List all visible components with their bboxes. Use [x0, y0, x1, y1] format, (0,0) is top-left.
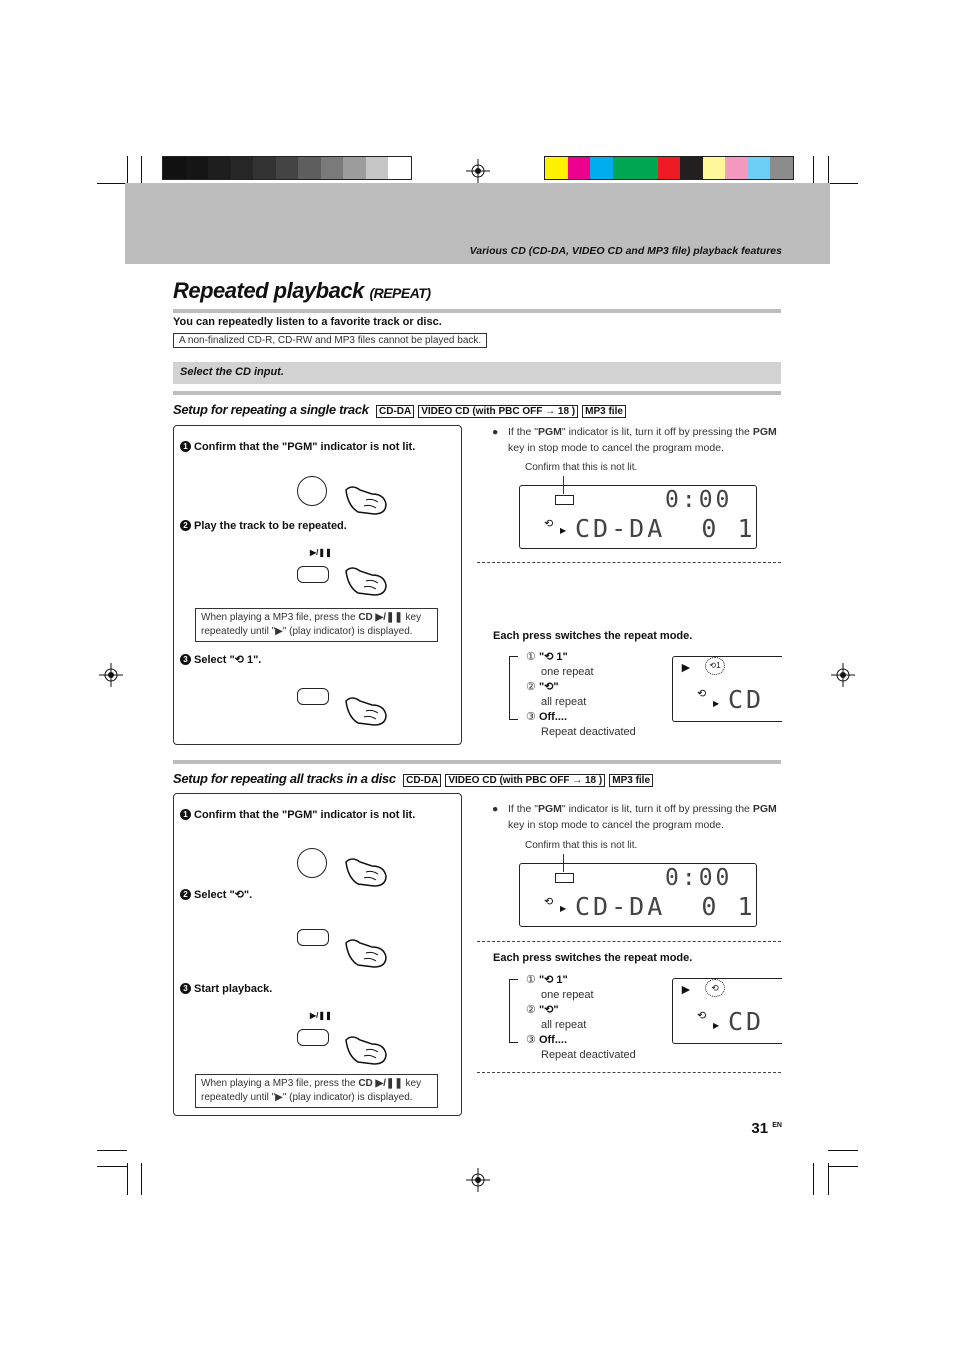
hand-press-icon [342, 693, 388, 727]
mode-bracket [509, 656, 518, 720]
play-pause-label: ▶/❚❚ [310, 548, 332, 557]
repeat-icon: ⟲ [697, 688, 707, 700]
gray-swatch [253, 157, 276, 179]
section-rule [173, 760, 781, 764]
mini-lcd-text: CD [728, 1007, 765, 1036]
mini-lcd [672, 978, 782, 1044]
color-swatch [703, 157, 726, 179]
grayscale-calibration-bar [162, 156, 412, 180]
crop-mark [141, 1163, 142, 1195]
crop-mark [828, 1163, 829, 1195]
pgm-indicator-box [555, 495, 574, 505]
gray-swatch [388, 157, 411, 179]
color-swatch [770, 157, 793, 179]
crop-mark [813, 1163, 814, 1195]
each-press-text: Each press switches the repeat mode. [493, 630, 693, 642]
tag-cdda: CD-DA [376, 405, 414, 418]
play-indicator-icon: ▶ [713, 1021, 720, 1030]
confirm-note: Confirm that this is not lit. [525, 840, 638, 851]
hand-press-icon [342, 1032, 388, 1066]
intro-note: A non-finalized CD-R, CD-RW and MP3 files cannot be played back. [173, 333, 487, 348]
stop-button[interactable] [297, 476, 327, 506]
play-indicator-icon: ▶ [560, 526, 567, 535]
divider-dashed [477, 562, 781, 563]
repeat-icon: ⟲ [544, 896, 554, 908]
stop-button[interactable] [297, 848, 327, 878]
mode-item: ① "⟲ 1" [526, 974, 568, 986]
crop-mark [828, 1150, 858, 1151]
crop-mark [828, 1166, 858, 1167]
gray-swatch [298, 157, 321, 179]
gray-swatch [321, 157, 344, 179]
crop-mark [813, 156, 814, 186]
mode-desc: all repeat [541, 696, 587, 708]
mode-item: ③ Off.... [526, 711, 568, 723]
mode-desc: one repeat [541, 989, 594, 1001]
color-calibration-bar [544, 156, 794, 180]
tag-vcd: VIDEO CD (with PBC OFF → 18 ) [445, 774, 605, 787]
steps-panel-all [173, 793, 462, 1116]
lcd-display [519, 485, 757, 549]
mode-item: ② "⟲" [526, 1004, 559, 1016]
hand-press-icon [342, 482, 388, 516]
mini-lcd [672, 656, 782, 722]
lcd-time: 0:00 [665, 487, 733, 513]
gray-swatch [231, 157, 254, 179]
step-1: 1 Confirm that the "PGM" indicator is not lit. [180, 809, 415, 821]
intro-text: You can repeatedly listen to a favorite track or disc. [173, 316, 442, 328]
running-title: Various CD (CD-DA, VIDEO CD and MP3 file) playback features [469, 245, 782, 257]
mode-bracket [509, 979, 518, 1043]
color-swatch [725, 157, 748, 179]
color-swatch [590, 157, 613, 179]
mode-desc: one repeat [541, 666, 594, 678]
color-swatch [748, 157, 771, 179]
play-pause-button[interactable] [297, 1029, 329, 1046]
color-swatch [635, 157, 658, 179]
section-title-all: Setup for repeating all tracks in a disc CD-DA VIDEO CD (with PBC OFF → 18 ) MP3 file [173, 771, 653, 787]
mp3-note: When playing a MP3 file, press the CD ▶/❚❚ key repeatedly until "▶" (play indicator) is displayed. [195, 608, 438, 642]
registration-target-icon [99, 663, 123, 687]
mp3-note: When playing a MP3 file, press the CD ▶/❚❚ key repeatedly until "▶" (play indicator) is displayed. [195, 1074, 438, 1108]
color-swatch [545, 157, 568, 179]
title-rule [173, 309, 781, 313]
select-cd-text: Select the CD input. [180, 366, 284, 378]
registration-target-icon [466, 159, 490, 183]
arrow-pointer-icon: ► [679, 981, 693, 997]
mode-item: ② "⟲" [526, 681, 559, 693]
mode-desc: Repeat deactivated [541, 1049, 636, 1061]
arrow-pointer-icon: ► [679, 659, 693, 675]
repeat-icon: ⟲ [697, 1010, 707, 1022]
repeat-button[interactable] [297, 929, 329, 946]
section-title-single: Setup for repeating a single track CD-DA VIDEO CD (with PBC OFF → 18 ) MP3 file [173, 402, 626, 418]
color-swatch [658, 157, 681, 179]
color-swatch [568, 157, 591, 179]
gray-swatch [276, 157, 299, 179]
mode-list [526, 973, 636, 1063]
pgm-bullet: ● If the "PGM" indicator is lit, turn it off by pressing the PGM key in stop mode to cancel the program mode. [492, 803, 777, 831]
repeat-one-flash-icon: ⟲1 [705, 657, 725, 675]
hand-press-icon [342, 854, 388, 888]
mode-desc: all repeat [541, 1019, 587, 1031]
crop-mark [97, 1150, 127, 1151]
repeat-button[interactable] [297, 688, 329, 705]
step-3: 3 Select "⟲ 1". [180, 653, 261, 666]
gray-swatch [208, 157, 231, 179]
page-number: 31 $^{EN}$ [751, 1120, 782, 1137]
mode-item: ③ Off.... [526, 1034, 568, 1046]
play-indicator-icon: ▶ [713, 699, 720, 708]
divider-dashed [477, 1072, 781, 1073]
confirm-note: Confirm that this is not lit. [525, 462, 638, 473]
page-title: Repeated playback (REPEAT) [173, 278, 431, 303]
lcd-time: 0:00 [665, 865, 733, 891]
tag-vcd: VIDEO CD (with PBC OFF → 18 ) [418, 405, 578, 418]
step-2: 2 Select "⟲". [180, 888, 252, 901]
pgm-indicator-box [555, 873, 574, 883]
play-indicator-icon: ▶ [560, 904, 567, 913]
crop-mark [127, 1163, 128, 1195]
registration-target-icon [466, 1168, 490, 1192]
pgm-bullet: ● If the "PGM" indicator is lit, turn it off by pressing the PGM key in stop mode to cancel the program mode. [492, 426, 777, 454]
divider-dashed [477, 941, 781, 942]
play-pause-label: ▶/❚❚ [310, 1011, 332, 1020]
hand-press-icon [342, 563, 388, 597]
lcd-main-text: CD-DA 0 1 [575, 892, 756, 921]
lcd-main-text: CD-DA 0 1 [575, 514, 756, 543]
section-rule [173, 391, 781, 395]
step-2: 2 Play the track to be repeated. [180, 520, 347, 532]
repeat-icon: ⟲ [544, 518, 554, 530]
mode-list [526, 650, 636, 740]
step-1: 1 Confirm that the "PGM" indicator is not lit. [180, 441, 415, 453]
each-press-text: Each press switches the repeat mode. [493, 952, 693, 964]
tag-mp3: MP3 file [582, 405, 626, 418]
color-swatch [680, 157, 703, 179]
lcd-display [519, 863, 757, 927]
mini-lcd-text: CD [728, 685, 765, 714]
tag-mp3: MP3 file [609, 774, 653, 787]
select-cd-band [173, 362, 781, 384]
gray-swatch [186, 157, 209, 179]
step-3: 3 Start playback. [180, 983, 272, 995]
crop-mark [97, 1166, 127, 1167]
mode-desc: Repeat deactivated [541, 726, 636, 738]
hand-press-icon [342, 935, 388, 969]
color-swatch [613, 157, 636, 179]
crop-mark [141, 156, 142, 186]
repeat-flash-icon: ⟲ [705, 979, 725, 997]
play-pause-button[interactable] [297, 566, 329, 583]
gray-swatch [163, 157, 186, 179]
gray-swatch [343, 157, 366, 179]
registration-target-icon [831, 663, 855, 687]
tag-cdda: CD-DA [403, 774, 441, 787]
gray-swatch [366, 157, 389, 179]
mode-item: ① "⟲ 1" [526, 651, 568, 663]
